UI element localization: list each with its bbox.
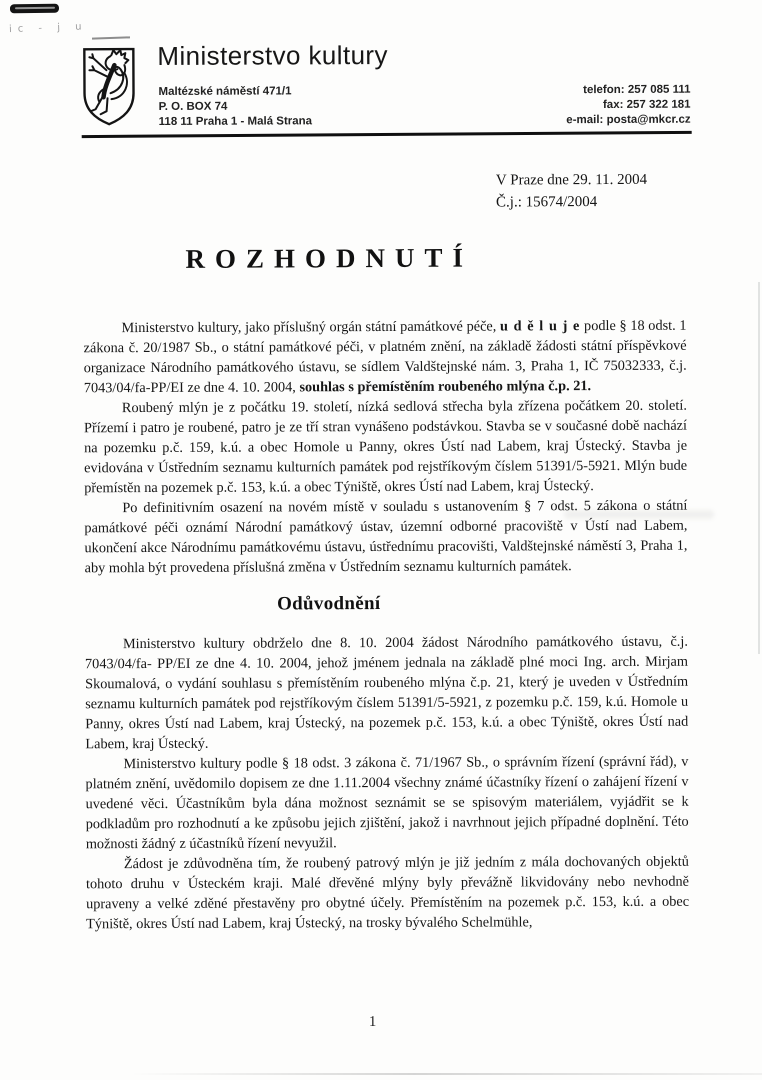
decision-paragraph-1 — [84, 316, 687, 399]
fax-line: fax: 257 322 181 — [602, 98, 691, 112]
justification-heading: Odůvodnění — [277, 593, 381, 615]
address-line: Maltézské náměstí 471/1 — [158, 85, 292, 98]
scan-artifact-pencil-note: ic - j u — [8, 21, 88, 36]
date-reference-block — [496, 169, 647, 214]
coat-of-arms-icon — [80, 45, 137, 129]
address-block — [158, 84, 312, 130]
decision-text: podle § 18 odst. 1 zákona č. 20/1987 Sb., o státní památkové péči, v platném znění, na základě žádosti státní příspěvkové organizace Národního památkového ústavu, se sídlem Valdštejnské nám. 3, Praha 1, IČ 75032333, č.j. 7043/04/fa-PP/EI ze dne 4. 10. 2004, — [83, 317, 687, 397]
reference-number: Č.j.: 15674/2004 — [495, 194, 598, 211]
page-number: 1 — [368, 1014, 377, 1031]
document-title: ROZHODNUTÍ — [185, 242, 474, 274]
justification-paragraph-1: Ministerstvo kultury obdrželo dne 8. 10. 2004 žádost Národního památkového ústavu, č.j. 7043/04/fa- PP/EI ze dne 4. 10. 2004, jehož jménem jednala na základě plné moci Ing. arch. Mirjam Skoumalová, o vydání souhlasu s přemístěním roubeného mlýna č.p. 21, který je uveden v Ústředním seznamu kulturních památek pod rejstříkovým číslem 51391/5-5921, z pozemku p.č. 159, k.ú. Homole u Panny, okres Ústí nad Labem, kraj Ústecký, na pozemek p.č. 153, k.ú. a obec Týniště, okres Ústí nad Labem, kraj Ústecký. — [84, 633, 689, 753]
email-line: e-mail: posta@mkcr.cz — [566, 113, 691, 127]
organization-name: Ministerstvo kultury — [157, 39, 388, 71]
decision-paragraph-2: Roubený mlýn je z počátku 19. století, nízká sedlová střecha byla zřízena počátkem 20. století. Přízemí i patro je roubené, patro je ze tří stran vynášeno podstávkou. Stavba se v současné době nachází na pozemku p.č. 159, k.ú. a obec Homole u Panny, okres Ústí nad Labem, kraj Ústecký. Stavba je evidována v Ústředním seznamu kulturních památek pod rejstříkovým číslem 51391/5-5921. Mlýn bude přemístěn na pozemek p.č. 153, k.ú. a obec Týniště, okres Ústí nad Labem, kraj Ústecký. — [83, 397, 688, 497]
letterhead-divider — [82, 131, 692, 138]
decision-verb-bold: u d ě l u j e — [499, 318, 581, 335]
address-line: 118 11 Praha 1 - Malá Strana — [158, 115, 313, 128]
contact-block — [566, 83, 691, 129]
justification-paragraph-3: Žádost je zdůvodněna tím, že roubený patrový mlýn je již jedním z mála dochovaných objektů tohoto druhu v Ústeckém kraji. Malé dřevěné mlýny byly převážně likvidovány nebo nevhodně upraveny a velké zděné přestavěny pro obytné účely. Přemístěním na pozemek p.č. 153, k.ú. a obec Týniště, okres Ústí nad Labem, kraj Ústecký, na trosky bývalého Schelmühle, — [85, 853, 690, 933]
place-date: V Praze dne 29. 11. 2004 — [495, 171, 648, 189]
document-body — [84, 316, 690, 935]
decision-text: Ministerstvo kultury, jako příslušný orgán státní památkové péče, — [121, 318, 501, 337]
phone-line: telefon: 257 085 111 — [583, 83, 691, 97]
justification-paragraph-2: Ministerstvo kultury podle § 18 odst. 3 zákona č. 71/1967 Sb., o správním řízení (správní řád), v platném znění, uvědomilo dopisem ze dne 1.11.2004 všechny známé účastníky řízení o zahájení řízení v uvedené věci. Účastníkům byla dána možnost seznámit se se spisovým materiálem, vyjádřit se k podkladům pro rozhodnutí a ke způsobu jejich zjištění, jakož i navrhnout jejich případné doplnění. Této možnosti žádný z účastníků řízení nevyužil. — [85, 753, 689, 853]
address-line: P. O. BOX 74 — [158, 100, 228, 113]
decision-paragraph-3: Po definitivním osazení na novém místě v souladu s ustanovením § 7 odst. 5 zákona o státní památkové péči oznámí Národní památkový ústav, územní odborné pracoviště v Ústí nad Labem, ukončení akce Národnímu památkovému ústavu, ústřednímu pracovišti, Valdštejnské náměstí 3, Praha 1, aby mohla být provedena příslušná změna v Ústředním seznamu kulturních památek. — [84, 497, 688, 577]
decision-subject-bold: souhlas s přemístěním roubeného mlýna č.p. 21. — [299, 378, 592, 396]
